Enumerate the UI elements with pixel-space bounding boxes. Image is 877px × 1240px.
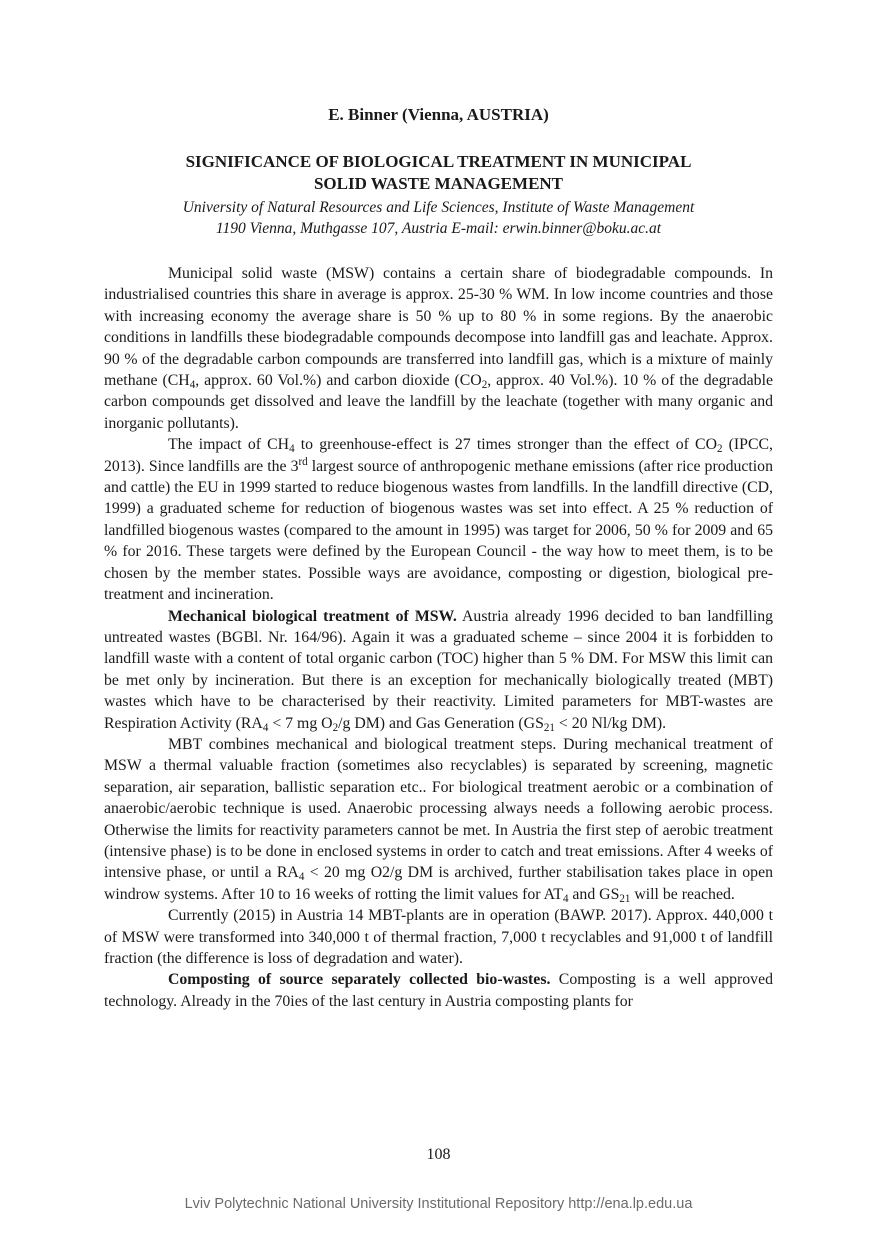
title-line-2: SOLID WASTE MANAGEMENT bbox=[313, 174, 564, 193]
affiliation-line-1: University of Natural Resources and Life Sciences, Institute of Waste Management bbox=[182, 199, 695, 216]
paragraph-austria-plants: Currently (2015) in Austria 14 MBT-plants are in operation (BAWP. 2017). Approx. 440,000 t of MSW were transformed into 340,000 t of thermal fraction, 7,000 t recyclables and 91,000 t of landfill fraction (the difference is loss of degradation and water). bbox=[104, 907, 773, 967]
paragraph-composting: Composting of source separately collected bio-wastes. Composting is a well approved technology. Already in the 70ies of the last century in Austria composting plants for bbox=[104, 971, 773, 1010]
paragraph-greenhouse: The impact of $CH_4$ to greenhouse-effect is 27 times stronger than the effect of $CO_2$ (IPCC, 2013). Since landfills are the 3rd largest source of anthropogenic methane emissions (after rice production and cattle) the EU in 1999 started to reduce biogenous wastes from landfills. In the landfill directive (CD, 1999) a graduated scheme for reduction of biogenous wastes was set into effect. A 25 % reduction of landfilled biogenous wastes (compared to the amount in 1995) was target for 2006, 50 % for 2009 and 65 % for 2016. These targets were defined by the European Council - the way how to meet them, is to be chosen by the member states. Possible ways are avoidance, composting or digestion, biological pre-treatment and incineration. bbox=[104, 436, 773, 604]
body-text bbox=[104, 263, 773, 1012]
paragraph-mbt: Mechanical biological treatment of MSW. Austria already 1996 decided to ban landfilling untreated wastes (BGBl. Nr. 164/96). Again it was a graduated scheme – since 2004 it is forbidden to landfill waste with a content of total organic carbon (TOC) higher than 5 % DM. For MSW this limit can be met only by incineration. But there is an exception for mechanically biologically treated (MBT) wastes which have to be characterised by their reactivity. Limited parameters for MBT-wastes are Respiration Activity ($RA_4 < 7$ mg $O_2/g$ DM) and Gas Generation ($GS_{21} < 20$ Nl/kg DM). bbox=[104, 607, 774, 734]
section-heading-mbt: Mechanical biological treatment of MSW. bbox=[168, 607, 457, 625]
affiliation bbox=[104, 197, 773, 239]
section-heading-composting: Composting of source separately collected bio-wastes. bbox=[168, 971, 551, 989]
affiliation-line-2: 1190 Vienna, Muthgasse 107, Austria E-mail: erwin.binner@boku.ac.at bbox=[215, 220, 662, 237]
paper-title bbox=[104, 151, 773, 195]
paragraph-intro: Municipal solid waste (MSW) contains a certain share of biodegradable compounds. In industrialised countries this share in average is approx. 25-30 % WM. In low income countries and those with increasing economy the average share is 50 % up to 80 % in some regions. By the anaerobic conditions in landfills these biodegradable compounds decompose into landfill gas and leachate. Approx. 90 % of the degradable carbon compounds are transferred into landfill gas, which is a mixture of mainly methane ($CH_4$, approx. 60 Vol.%) and carbon dioxide ($CO_2$, approx. 40 Vol.%). 10 % of the degradable carbon compounds get dissolved and leave the landfill by the leachate (together with many organic and inorganic pollutants). bbox=[104, 265, 773, 432]
author-line: E. Binner (Vienna, AUSTRIA) bbox=[328, 105, 549, 124]
title-line-1: SIGNIFICANCE OF BIOLOGICAL TREATMENT IN MUNICIPAL bbox=[185, 152, 692, 171]
repository-footer: Lviv Polytechnic National University Institutional Repository http://ena.lp.edu.ua bbox=[184, 1196, 693, 1212]
page-number: 108 bbox=[426, 1146, 451, 1163]
paragraph-mbt-steps: MBT combines mechanical and biological treatment steps. During mechanical treatment of MSW a thermal valuable fraction (sometimes also recyclables) is separated by screening, magnetic separation, air separation, ballistic separation etc.. For biological treatment aerobic or a combination of anaerobic/aerobic technique is used. Anaerobic processing always needs a following aerobic process. Otherwise the limits for reactivity parameters cannot be met. In Austria the first step of aerobic treatment (intensive phase) is to be done in enclosed systems in order to catch and treat emissions. After 4 weeks of intensive phase, or until a $RA_4 < 20$ mg O2/g DM is archived, further stabilisation takes place in open windrow systems. After 10 to 16 weeks of rotting the limit values for $AT_4$ and $GS_{21}$ will be reached. bbox=[104, 735, 773, 905]
